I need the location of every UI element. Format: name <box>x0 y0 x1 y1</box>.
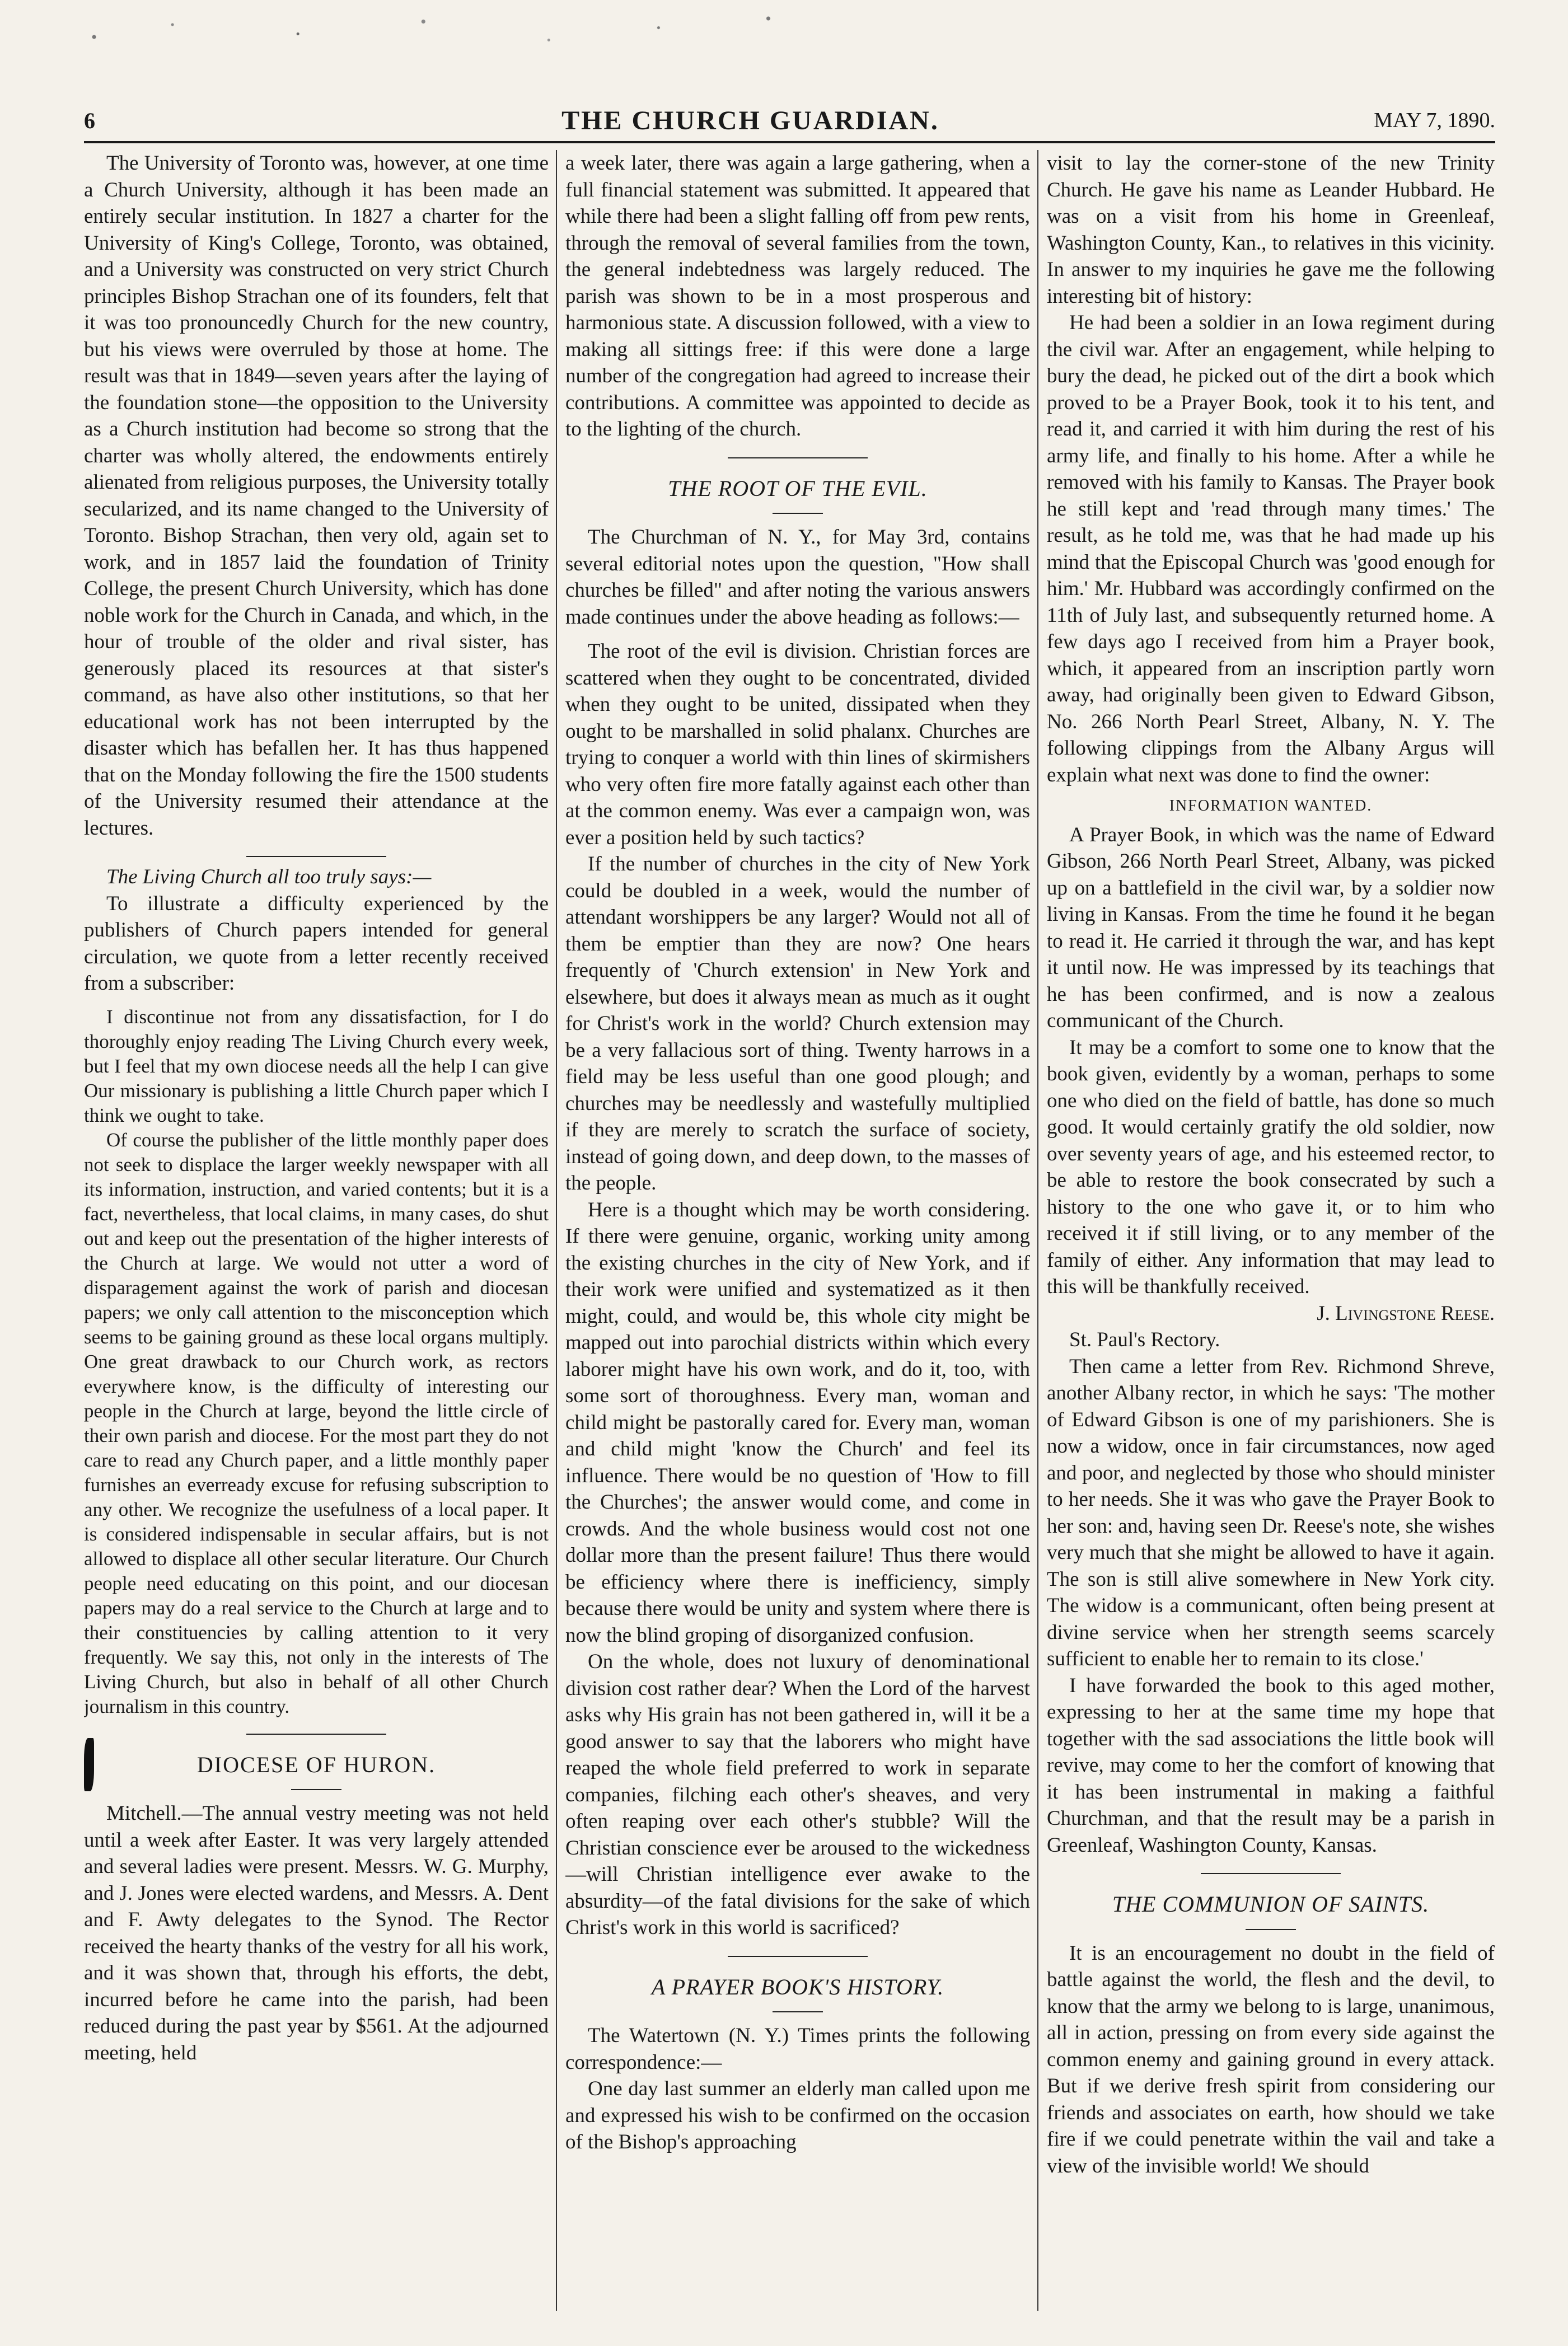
evil-paragraph-1: The root of the evil is division. Christian forces are scattered when they ought to be concentrated, divided when they ought to be united, dissipated when they ought to be marshalled in solid phalanx. Churches are trying to conquer a world with thin lines of skirmishers who very often fire more fatally against each other than at the common enemy. Was ever a campaign won, was ever a position held by such tactics? <box>565 640 1030 849</box>
information-wanted-heading: INFORMATION WANTED. <box>1169 797 1373 814</box>
evil-paragraph-4: On the whole, does not luxury of denominational division cost rather dear? When the Lord of the harvest asks why His grain has not been gathered in, will it be a good answer to say that the laborers who might have reaped the whole field preferred to work in separate companies, filching each other's sheaves, and very often reaping over each other's stubble? Will the Christian conscience ever be aroused to the wickedness—will Christian intelligence ever awake to the absurdity—of the fatal divisions for the sake of which Christ's work in this world is sacrificed? <box>565 1650 1030 1939</box>
prayer-book-paragraph: One day last summer an elderly man called upon me and expressed his wish to be confirmed on the occasion of the Bishop's approaching <box>565 2077 1030 2153</box>
heading-rule <box>773 2011 823 2012</box>
living-church-intro: The Living Church all too truly says:— <box>106 865 432 888</box>
heading-rule <box>1246 1929 1296 1930</box>
section-rule <box>728 457 868 458</box>
university-paragraph: The University of Toronto was, however, at one time a Church University, although it has been made an entirely secular institution. In 1827 a charter for the University of King's College, Toronto, was obtained, and a University was constructed on very strict Church principles Bishop Strachan one of its founders, felt that it was too pronouncedly Church for the new country, but his views were overruled by those at home. The result was that in 1849—seven years after the laying of the foundation stone—the opposition to the University as a Church institution had become so strong that the charter was wholly altered, the endowments entirely alienated from religious purposes, the University totally secularized, and its name changed to the University of Toronto. Bishop Strachan, then very old, again set to work, and in 1857 laid the foundation of Trinity College, the present Church University, which has done noble work for the Church in Canada, and which, in the hour of trouble of the older and rival sister, has generously placed its resources at that sister's command, as have also other institutions, so that her educational work has not been interrupted by the disaster which has befallen her. It has thus happened that on the Monday following the fire the 1500 students of the University resumed their attendance at the lectures. <box>84 152 549 840</box>
forwarded-paragraph: I have forwarded the book to this aged mother, expressing to her at the same time my hope that together with the sad associations the little book will revive, may come to her the comfort of knowing that it has been instrumental in making a faithful Churchman, and that the result may be a parish in Greenleaf, Washington County, Kansas. <box>1047 1674 1495 1857</box>
rectory-line: St. Paul's Rectory. <box>1069 1328 1220 1351</box>
issue-date: MAY 7, 1890. <box>1374 109 1495 132</box>
mitchell-continued: a week later, there was again a large gathering, when a full financial statement was submitted. It appeared that while there had been a slight falling off from pew rents, through the removal of several families from the town, the general indebtedness was largely reduced. The parish was shown to be in a most prosperous and harmonious state. A discussion followed, with a view to making all sittings free: if this were done a large number of the congregation had agreed to increase their contributions. A committee was appointed to decide as to the lighting of the church. <box>565 152 1030 441</box>
column-divider-2 <box>1037 150 1038 2311</box>
evil-paragraph-2: If the number of churches in the city of New York could be doubled in a week, would the number of attendant worshippers be any larger? Would not all of them be emptier than they are now? One hears frequently of 'Church extension' in New York and elsewhere, but does it always mean as much as it ought for Christ's work in the world? Church extension may be a very fallacious sort of thing. Twenty harrows in a field may be less useful than one good plough; and churches may be needlessly and wastefully multiplied if they are merely to scratch the surface of society, instead of going down, and deep down, to the masses of the people. <box>565 853 1030 1195</box>
section-heading-root-of-evil: THE ROOT OF THE EVIL. <box>668 475 928 501</box>
communion-paragraph: It is an encouragement no doubt in the field of battle against the world, the flesh and the devil, to know that the army we belong to is large, unanimous, all in action, pressing on from every side against the common enemy and gaining ground in every attack. But if we derive fresh spirit from considering our friends and associates on earth, how should we take fire if we could penetrate within the vail and take a view of the invisible world! We should <box>1047 1941 1495 2178</box>
column-1 <box>84 150 549 2311</box>
comfort-paragraph: It may be a comfort to some one to know that the book given, evidently by a woman, perhaps to some one who died on the field of battle, has done so much good. It would certainly gratify the old soldier, now over seventy years of age, and his esteemed rector, to be able to restore the book consecrated by such a history to the one who gave it, or to him who received it if still living, or to any member of the family of either. Any information that may lead to this will be thankfully received. <box>1047 1036 1495 1298</box>
top-margin-specks <box>0 0 1568 62</box>
column-2 <box>565 150 1030 2311</box>
section-heading-prayer-book: A PRAYER BOOK'S HISTORY. <box>651 1974 944 2000</box>
mitchell-paragraph: Mitchell.—The annual vestry meeting was not held until a week after Easter. It was very largely attended and several ladies were present. Messrs. W. G. Murphy, and J. Jones were elected wardens, and Messrs. A. Dent and F. Awty delegates to the Synod. The Rector received the hearty thanks of the vestry for all his work, and it was shown that, through his efforts, the debt, incurred before he came into the parish, had been reduced during the past year by $561. At the adjourned meeting, held <box>84 1802 549 2064</box>
column-divider-1 <box>556 150 557 2311</box>
ink-blot <box>84 1738 94 1791</box>
section-rule <box>728 1956 868 1957</box>
shreve-letter: Then came a letter from Rev. Richmond Shreve, another Albany rector, in which he says: 'The mother of Edward Gibson is one of my parishioners. She is now a widow, once in fair circumstances, now aged and poor, and neglected by those who should minister to her needs. She it was who gave the Prayer Book to her son: and, having seen Dr. Reese's note, she wishes very much that she might be allowed to have it again. The son is still alive somewhere in New York city. The widow is a communicant, often being present at divine service when her strength seems scarcely sufficient to enable her to remain to its close.' <box>1047 1355 1495 1670</box>
churchman-intro: The Churchman of N. Y., for May 3rd, contains several editorial notes upon the question, "How shall churches be filled" and after noting the various answers made continues under the above heading as follows:— <box>565 526 1030 629</box>
section-heading-communion: THE COMMUNION OF SAINTS. <box>1112 1891 1430 1917</box>
page-header <box>84 104 1495 137</box>
subscriber-letter: I discontinue not from any dissatisfaction, for I do thoroughly enjoy reading The Living Church every week, but I feel that my own diocese needs all the help I can give Our missionary is publishing a little Church paper which I think we ought to take. <box>84 1005 549 1126</box>
section-rule <box>246 856 386 857</box>
soldier-paragraph: He had been a soldier in an Iowa regiment during the civil war. After an engagement, while helping to bury the dead, he picked out of the dirt a book which proved to be a Prayer Book, took it to his tent, and read it, and carried it with him during the rest of his army life, and finally to his home. After a while he removed with his family to Kansas. The Prayer book he still kept and 'read through many times.' The result, as he told me, was that he had made up his mind that the Episcopal Church was 'good enough for him.' Mr. Hubbard was accordingly confirmed on the 11th of July last, and subsequently returned home. A few days ago I received from him a Prayer book, which, it appeared from an inscription partly worn away, had originally been given to Edward Gibson, No. 266 North Pearl Street, Albany, N. Y. The following clippings from the Albany Argus will explain what next was done to find the owner: <box>1047 311 1495 786</box>
newspaper-title: THE CHURCH GUARDIAN. <box>561 105 939 135</box>
signature: J. Livingstone Reese. <box>1317 1301 1495 1325</box>
living-church-paragraph: To illustrate a difficulty experienced by the publishers of Church papers intended for general circulation, we quote from a letter recently received from a subscriber: <box>84 892 549 995</box>
header-rule <box>84 141 1495 143</box>
information-wanted-paragraph: A Prayer Book, in which was the name of Edward Gibson, 266 North Pearl Street, Albany, was picked up on a battlefield in the civil war, by a soldier now living in Kansas. From the time he found it he began to read it. He carried it through the war, and has kept it until now. He was impressed by its teachings that he has been confirmed, and is now a zealous communicant of the Church. <box>1047 823 1495 1032</box>
evil-paragraph-3: Here is a thought which may be worth considering. If there were genuine, organic, working unity among the existing churches in the city of New York, and if their work were unified and systematized as it then might, could, and would be, this whole city might be mapped out into parochial districts within which every laborer might have his own work, and do it, too, with some sort of thoroughness. Every man, woman and child might be pastorally cared for. Every man, woman and child might 'know the Church' and feel its influence. There would be no question of 'How to fill the Churches'; the answer would come, and come in crowds. And the whole business would cost not one dollar more than the present failure! Thus there would be efficiency where there is inefficiency, simply because there would be unity and system where there is now the blind groping of disorganized confusion. <box>565 1198 1030 1647</box>
section-heading-huron: DIOCESE OF HURON. <box>196 1752 436 1777</box>
living-church-comment: Of course the publisher of the little monthly paper does not seek to displace the larger weekly newspaper with all its information, instruction, and varied contents; but it is a fact, nevertheless, that local claims, in many cases, do shut out and keep out the presentation of the higher interests of the Church at large. We would not utter a word of disparagement against the work of parish and diocesan papers; we only call attention to the misconception which seems to be gaining ground as these local organs multiply. One great drawback to our Church work, as rectors everywhere know, is the difficulty of interesting our people in the Church at large, beyond the little circle of their own parish and diocese. For the most part they do not care to read any Church paper, and a little monthly paper furnishes an everready excuse for refusing subscription to any other. We recognize the usefulness of a local paper. It is considered indispensable in secular affairs, but is not allowed to displace all other secular literature. Our Church people need educating on this point, and our diocesan papers may do a real service to the Church at large and to their constituencies by calling attention to it very frequently. We say this, not only in the interests of The Living Church, but also in behalf of all other Church journalism in this country. <box>84 1128 549 1717</box>
section-rule <box>1201 1873 1341 1874</box>
watertown-intro: The Watertown (N. Y.) Times prints the following correspondence:— <box>565 2024 1030 2074</box>
section-rule <box>246 1734 386 1735</box>
prayer-book-continued: visit to lay the corner-stone of the new Trinity Church. He gave his name as Leander Hubbard. He was on a visit from his home in Greenleaf, Washington County, Kan., to relatives in this vicinity. In answer to my inquiries he gave me the following interesting bit of history: <box>1047 152 1495 308</box>
page-number: 6 <box>84 107 95 133</box>
column-3 <box>1047 150 1495 2311</box>
heading-rule <box>291 1789 341 1790</box>
heading-rule <box>773 513 823 514</box>
